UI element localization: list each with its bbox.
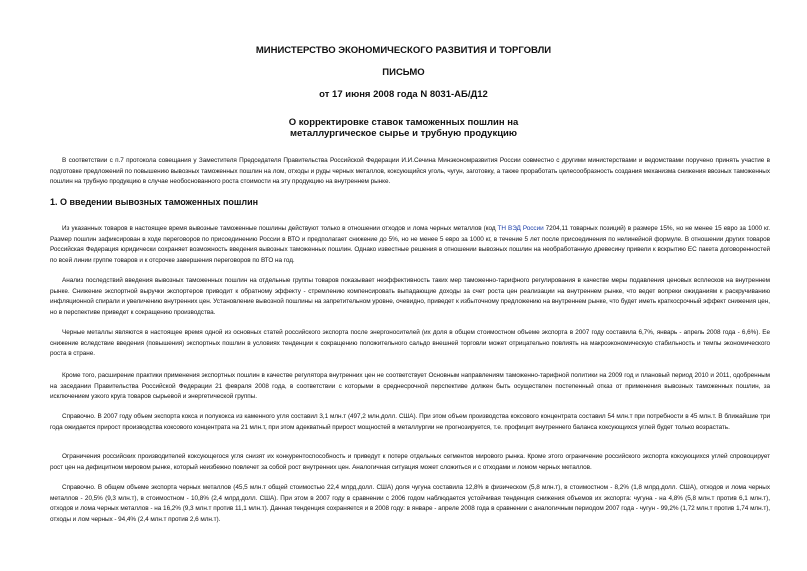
paragraph-analysis: Анализ последствий введения вывозных таможенных пошлин на отдельные группы товаров показывает неэффективность таких мер таможенно-тарифного регулирования в качестве меры подавления ценовых всплесков на внутреннем рынке. Снижение экспортной выручки экспортеров приводит к обратному эффекту - стремлению компенсировать выпадающие доходы за счет роста цен реализации на внутреннем рынке, что ведет вопреки ожиданиям к раскручиванию инфляционной спирали и увеличению внутренних цен. Установление вывозной пошлины на запретительном уровне, очевидно, приведет к избыточному предложению на внутреннем рынке, что будет иметь краткосрочный эффект снижения цен, но в перспективе приведет к сокращению производства. xyxy=(50,277,770,316)
ministry-heading: МИНИСТЕРСТВО ЭКОНОМИЧЕСКОГО РАЗВИТИЯ И ТОРГОВЛИ xyxy=(255,45,552,56)
subject-line-1: О корректировке ставок таможенных пошлин на xyxy=(288,117,519,128)
intro-paragraph: В соответствии с п.7 протокола совещания у Заместителя Председателя Правительства Российской Федерации И.И.Сечина Минэкономразвития России совместно с другими министерствами и ведомствами поручено принять участие в подготовке предложений по повышению вывозных таможенных пошлин на лом, отходы и руды черных металлов, коксующийся уголь, чугун, заготовку, а также проработать целесообразность создания механизма снижения ввозных таможенных пошлин на трубную продукцию в случае необоснованного роста стоимости на эту продукцию на внутреннем рынке. xyxy=(50,157,770,185)
tn-ved-link[interactable]: ТН ВЭД России xyxy=(497,225,544,232)
document-type: ПИСЬМО xyxy=(382,67,425,78)
paragraph-coke-reference: Справочно. В 2007 году объем экспорта кокса и полукокса из каменного угля составил 3,1 млн.т (497,2 млн.долл. США). При этом объем производства коксового концентрата составил 54 млн.т при потребности в 45 млн.т. В ближайшие три года ожидается прирост производства коксового концентрата на 21 млн.т, при этом адекватный прирост мощностей в металлургии не прогнозируется, т.е. профицит внутреннего баланса коксующихся углей будет только возрастать. xyxy=(50,413,770,431)
document-date-number: от 17 июня 2008 года N 8031-АБ/Д12 xyxy=(319,89,488,100)
paragraph-tariff-policy: Кроме того, расширение практики применения экспортных пошлин в качестве регулятора внутренних цен не соответствует Основным направлениям таможенно-тарифной политики на 2009 год и плановый период 2010 и 2011, одобренным на заседании Правительства Российской Федерации 21 февраля 2008 года, в соответствии с которыми в среднесрочной перспективе должен быть осуществлен постепенный отказ от применения вывозных таможенных пошлин, за исключением узкого круга товаров сырьевой и энергетической группы. xyxy=(50,372,770,400)
paragraph-coal-restrictions: Ограничения российских производителей коксующегося угля снизят их конкурентоспособность и приведут к потере отдельных сегментов мирового рынка. Кроме этого ограничение российского экспорта коксующихся углей спровоцирует рост цен на дефицитном мировом рынке, который неизбежно повлечет за собой рост внутренних цен. Аналогичная ситуация может сложиться и с отходами и ломом черных металлов. xyxy=(50,453,770,471)
paragraph-export-duties xyxy=(50,224,770,266)
subject-line-2: металлургическое сырье и трубную продукцию xyxy=(289,128,518,139)
paragraph-export-reference: Справочно. В общем объеме экспорта черных металлов (45,5 млн.т общей стоимостью 22,4 млрд.долл. США) доля чугуна составила 12,8% в физическом (5,8 млн.т), в стоимостном - 8,2% (1,8 млрд.долл. США), отходов и лома черных металлов - 20,5% (9,3 млн.т), в стоимостном - 10,8% (2,4 млрд.долл. США). При этом в 2007 году в сравнении с 2006 годом наблюдается устойчивая тенденция снижения объемов их экспорта: чугуна - на 4,8% (5,8 млн.т против 6,1 млн.т), отходов и лома черных металлов - на 16,2% (9,3 млн.т против 11,1 млн.т). Данная тенденция сохраняется и в 2008 году: в январе - апреле 2008 года в сравнении с аналогичным периодом 2007 года - чугун - 99,2% (1,72 млн.т против 1,74 млн.т), отходы и лом черных - 94,4% (2,4 млн.т против 2,6 млн.т). xyxy=(50,484,770,523)
p1-text-end: 7204,11 товарных позиций) в размере 15%, но не менее 15 евро за 1000 кг. Размер пошлин зафиксирован в ходе переговоров по присоединению России в ВТО и предполагает снижение до 5%, но не менее 5 евро за 1000 кг, в течение 5 лет после присоединения по нелинейной формуле. В отношении других товаров Российская Федерация юридически сохраняет возможность введения вывозных таможенных пошлин. Однако известные решения в отношении вывозных пошлин на необработанную древесину привели к вскрытию ЕС пакета договоренностей по всей линии группе товаров и к отсрочке завершения переговоров по ВТО на год. xyxy=(50,225,770,264)
p1-text-start: Из указанных товаров в настоящее время вывозные таможенные пошлины действуют только в отношении отходов и лома черных металлов (код xyxy=(62,225,498,232)
paragraph-ferrous-metals: Черные металлы являются в настоящее время одной из основных статей российского экспорта после энергоносителей (их доля в общем стоимостном объеме экспорта в 2007 году составила 6,7%, январь - апрель 2008 года - 6,6%). Ее снижение вследствие введения (повышения) экспортных пошлин в условиях тенденции к сокращению положительного сальдо внешней торговли может отрицательно повлиять на макроэкономическую стабильность и темпы экономического роста в стране. xyxy=(50,329,770,357)
section-title: 1. О введении вывозных таможенных пошлин xyxy=(50,197,259,207)
